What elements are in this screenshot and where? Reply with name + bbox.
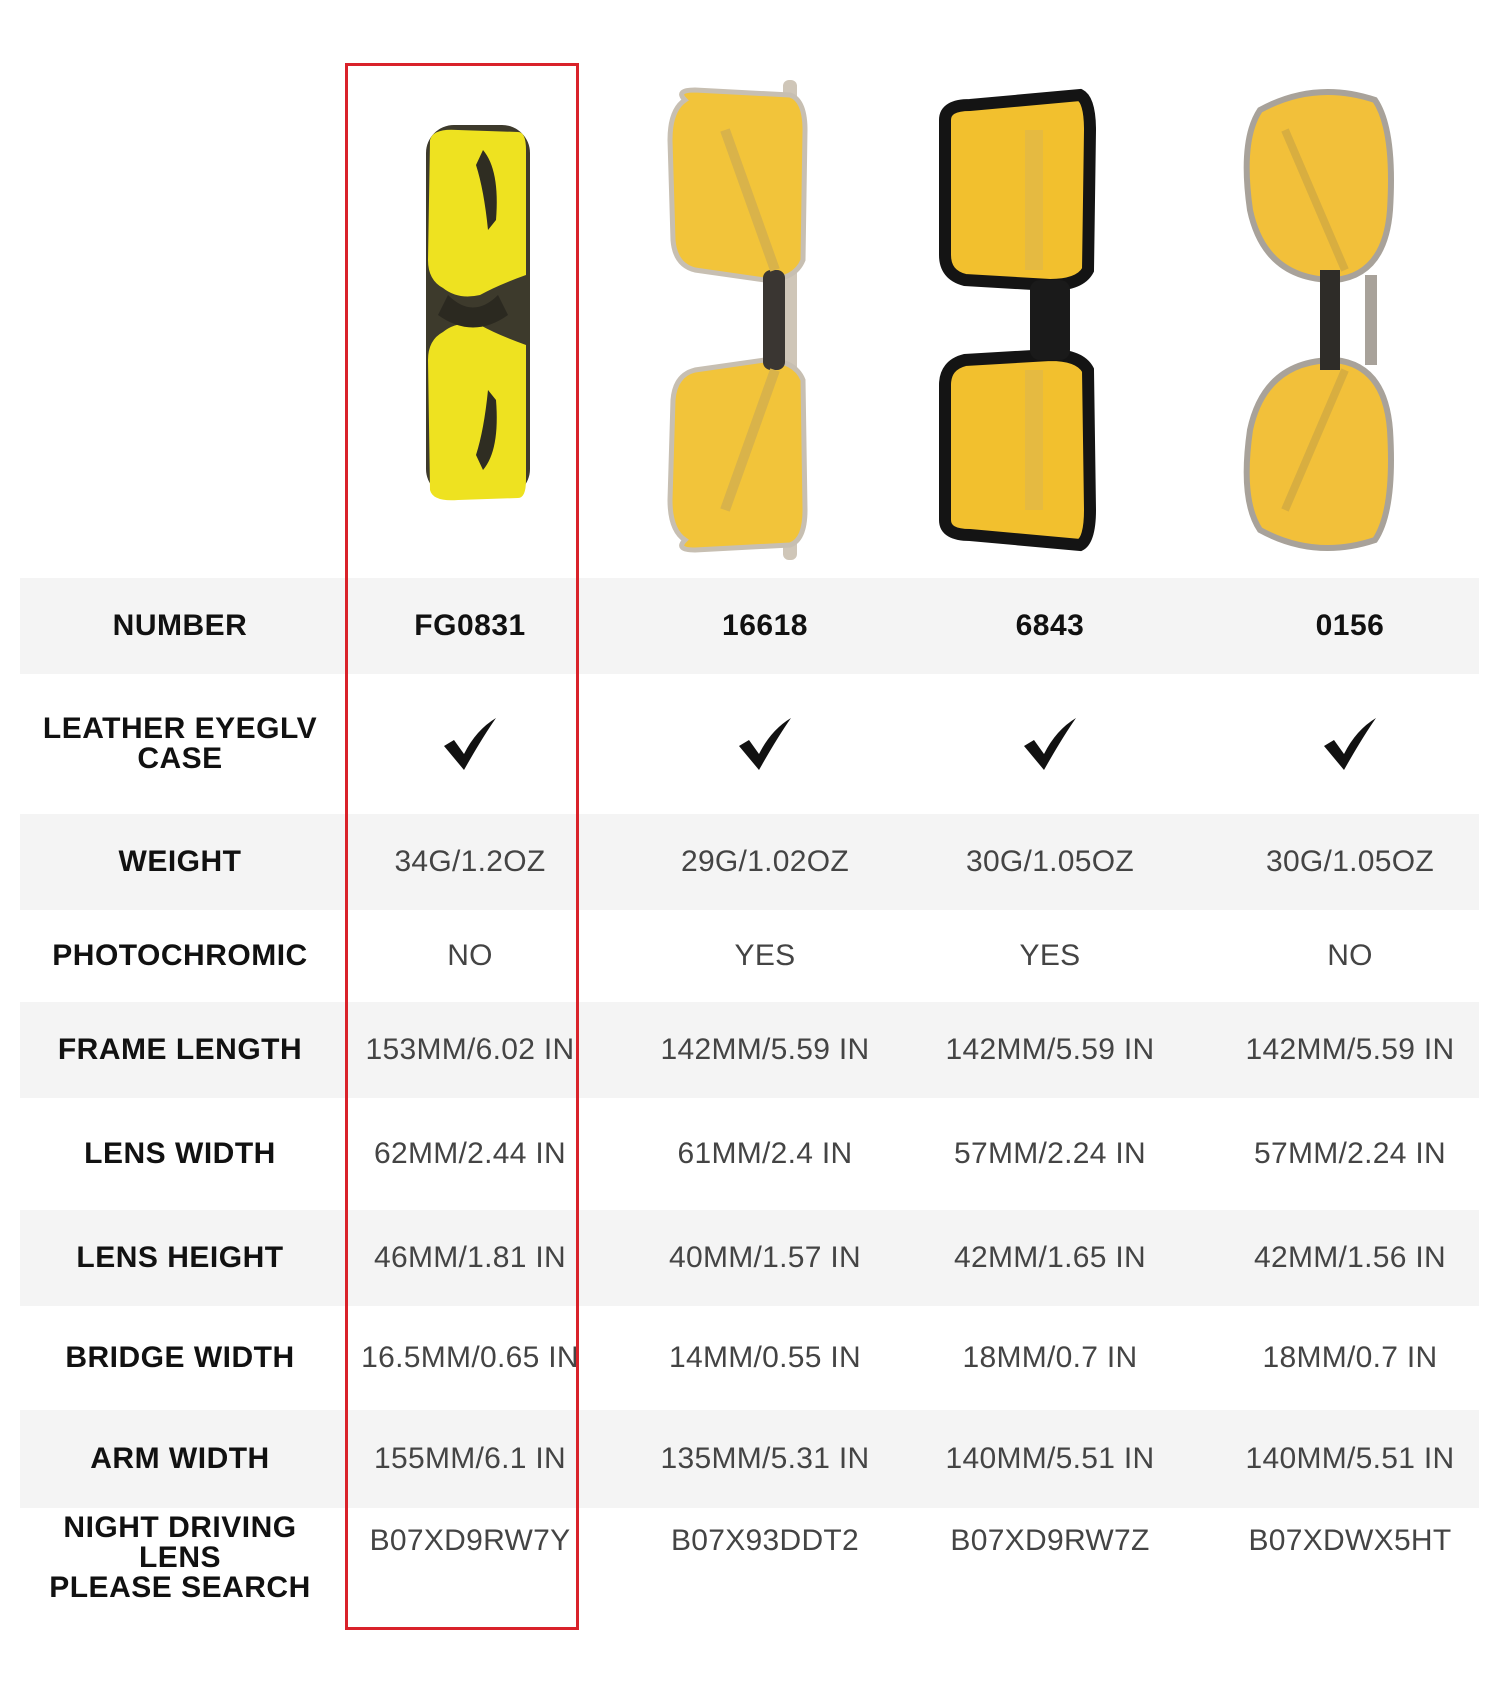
row-photochromic — [20, 910, 1479, 1002]
lens-height-value: 40MM/1.57 IN — [668, 1241, 861, 1274]
wrap-sunglasses-image — [388, 70, 538, 570]
product-number: 0156 — [1315, 609, 1385, 642]
lens-height-value: 46MM/1.81 IN — [373, 1241, 566, 1274]
row-number — [20, 578, 1479, 674]
row-weight — [20, 814, 1479, 910]
bridge-width-value: 14MM/0.55 IN — [668, 1341, 861, 1374]
photochromic-value: NO — [447, 939, 493, 972]
photochromic-value: YES — [1019, 939, 1081, 972]
bridge-width-value: 16.5MM/0.65 IN — [361, 1341, 579, 1374]
aviator-sunglasses-image — [1225, 70, 1405, 570]
lens-width-value: 61MM/2.4 IN — [677, 1137, 853, 1170]
frame-length-value: 142MM/5.59 IN — [1245, 1033, 1455, 1066]
row-label-case: LEATHER EYEGLV CASE — [42, 712, 318, 775]
row-label-weight: WEIGHT — [118, 845, 242, 878]
product-number: 6843 — [1015, 609, 1085, 642]
frame-length-value: 142MM/5.59 IN — [660, 1033, 870, 1066]
checkmark-icon — [1022, 716, 1078, 772]
checkmark-icon — [442, 716, 498, 772]
row-frame-length — [20, 1002, 1479, 1098]
search-code: B07XD9RW7Y — [369, 1524, 571, 1557]
bridge-width-value: 18MM/0.7 IN — [962, 1341, 1138, 1374]
lens-height-value: 42MM/1.56 IN — [1253, 1241, 1446, 1274]
row-bridge-width — [20, 1306, 1479, 1410]
lens-height-value: 42MM/1.65 IN — [953, 1241, 1146, 1274]
black-frame-sunglasses-image — [930, 70, 1100, 570]
lens-width-value: 57MM/2.24 IN — [953, 1137, 1146, 1170]
search-code: B07XDWX5HT — [1248, 1524, 1452, 1557]
search-code: B07X93DDT2 — [670, 1524, 860, 1557]
frame-length-value: 153MM/6.02 IN — [365, 1033, 575, 1066]
row-label-number: NUMBER — [112, 609, 248, 642]
checkmark-icon — [737, 716, 793, 772]
row-lens-width — [20, 1098, 1479, 1210]
frame-length-value: 142MM/5.59 IN — [945, 1033, 1155, 1066]
arm-width-value: 155MM/6.1 IN — [373, 1442, 566, 1475]
arm-width-value: 140MM/5.51 IN — [945, 1442, 1155, 1475]
row-arm-width — [20, 1410, 1479, 1508]
row-label-bridge-width: BRIDGE WIDTH — [65, 1341, 295, 1374]
weight-value: 34G/1.2OZ — [394, 845, 546, 878]
search-code: B07XD9RW7Z — [950, 1524, 1150, 1557]
bridge-width-value: 18MM/0.7 IN — [1262, 1341, 1438, 1374]
rectangular-metal-sunglasses-image — [655, 70, 835, 570]
row-search-codes — [20, 1508, 1479, 1608]
row-case — [20, 674, 1479, 814]
checkmark-icon — [1322, 716, 1378, 772]
row-label-search: NIGHT DRIVING LENS PLEASE SEARCH — [49, 1511, 311, 1604]
row-lens-height — [20, 1210, 1479, 1306]
row-label-frame-length: FRAME LENGTH — [57, 1033, 303, 1066]
weight-value: 30G/1.05OZ — [1265, 845, 1435, 878]
photochromic-value: NO — [1327, 939, 1373, 972]
weight-value: 30G/1.05OZ — [965, 845, 1135, 878]
arm-width-value: 140MM/5.51 IN — [1245, 1442, 1455, 1475]
row-label-lens-height: LENS HEIGHT — [76, 1241, 284, 1274]
lens-width-value: 57MM/2.24 IN — [1253, 1137, 1446, 1170]
lens-width-value: 62MM/2.44 IN — [373, 1137, 566, 1170]
photochromic-value: YES — [734, 939, 796, 972]
row-label-lens-width: LENS WIDTH — [84, 1137, 276, 1170]
arm-width-value: 135MM/5.31 IN — [660, 1442, 870, 1475]
row-label-arm-width: ARM WIDTH — [90, 1442, 270, 1475]
row-label-photochromic: PHOTOCHROMIC — [52, 939, 308, 972]
product-number: 16618 — [722, 609, 808, 642]
weight-value: 29G/1.02OZ — [680, 845, 850, 878]
product-number: FG0831 — [414, 609, 526, 642]
